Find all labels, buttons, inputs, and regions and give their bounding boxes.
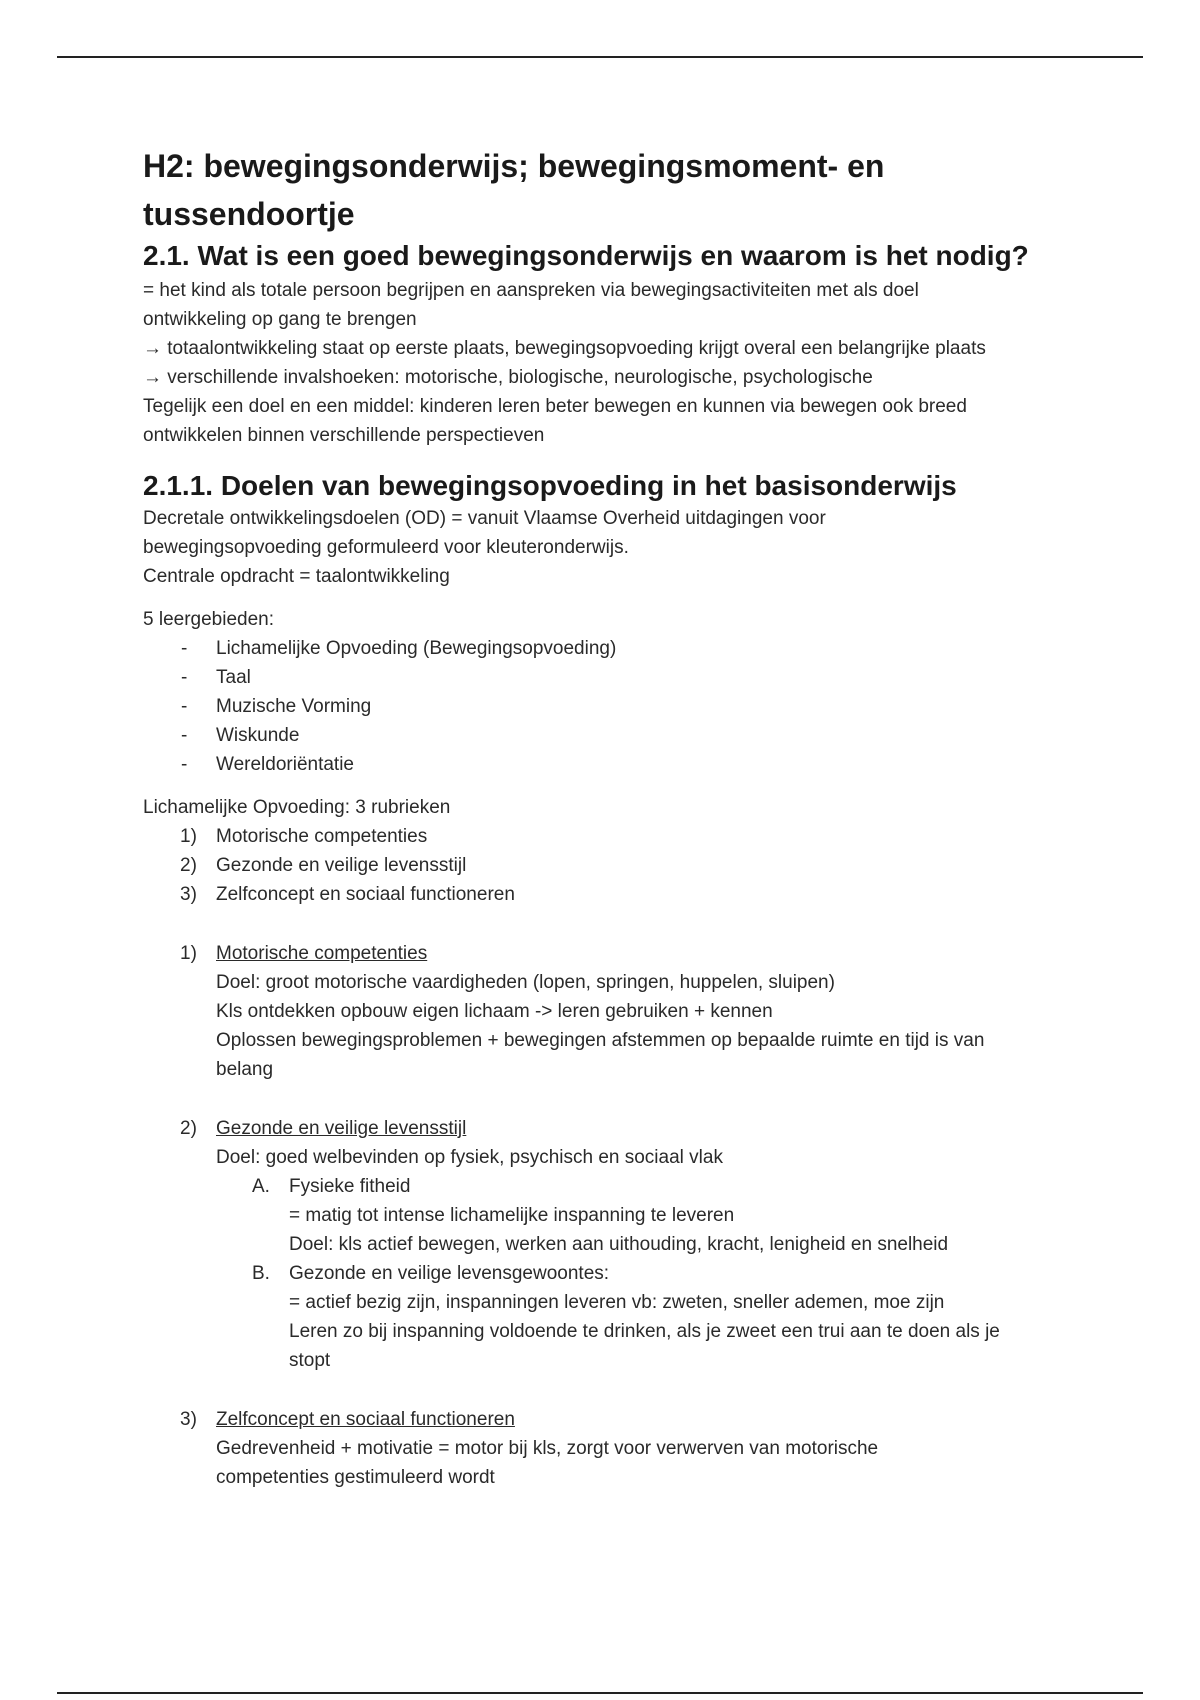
document-page [143,142,1063,1492]
paragraph-line: ontwikkelen binnen verschillende perspectieven [143,425,545,446]
paragraph-line: Tegelijk een doel en een middel: kinderen leren beter bewegen en kunnen via bewegen ook breed [143,396,967,417]
paragraph-line: Centrale opdracht = taalontwikkeling [143,566,450,587]
rubric-title: Zelfconcept en sociaal functioneren [216,1409,515,1430]
list-item: 1) Motorische competenties [180,826,428,847]
paragraph-line: → totaalontwikkeling staat op eerste plaats, bewegingsopvoeding krijgt overal een belangrijke plaats [143,338,986,359]
chapter-title-line2: tussendoortje [143,196,355,232]
section-2-1-heading: 2.1. Wat is een goed bewegingsonderwijs en waarom is het nodig? [143,240,1029,271]
list-item: - Muzische Vorming [181,696,372,717]
subrubric-list [216,1172,1063,1375]
section-2-1-1-heading: 2.1.1. Doelen van bewegingsopvoeding in het basisonderwijs [143,470,957,501]
list-item: - Taal [181,667,251,688]
list-item: 3) Zelfconcept en sociaal functioneren [180,884,515,905]
paragraph-line: → verschillende invalshoeken: motorische, biologische, neurologische, psychologische [143,367,873,388]
chapter-title-line1: H2: bewegingsonderwijs; bewegingsmoment- en [143,148,885,184]
list-item: - Lichamelijke Opvoeding (Bewegingsopvoeding) [181,638,617,659]
rubric-title: Gezonde en veilige levensstijl [216,1118,467,1139]
rubric-detail-2 [143,1114,1063,1375]
paragraph-line: ontwikkeling op gang te brengen [143,309,417,330]
list-item: 1) Motorische competenties Doel: groot motorische vaardigheden (lopen, springen, huppelen, sluipen) Kls ontdekken opbouw eigen lichaam -> leren gebruiken + kennen Oplossen bewegingsproblemen + bewegingen afstemmen op bepaalde ruimte en tijd is van belang [180,943,985,1080]
paragraph-line: bewegingsopvoeding geformuleerd voor kleuteronderwijs. [143,537,629,558]
rubric-detail-3 [143,1405,1063,1492]
list-item: 2) Gezonde en veilige levensstijl Doel: goed welbevinden op fysiek, psychisch en sociaal vlak A. Fysieke fitheid = matig tot intense lichamelijke inspanning te leveren Doel: kls actief bewegen, werken aan uithouding, kracht, lenigheid en snelheid B. Gezonde en veilige levensgewoontes: = actief bezig zijn, inspanningen leveren vb: zweten, sneller ademen, moe zijn Leren zo bij inspanning voldoende te drinken, als je zweet een trui aan te doen als je stopt [143,1114,1063,1375]
chapter-title [143,142,1063,238]
paragraph-line: = het kind als totale persoon begrijpen en aanspreken via bewegingsactiviteiten met als doel [143,280,919,301]
list-item: - Wiskunde [181,725,300,746]
paragraph-line: Decretale ontwikkelingsdoelen (OD) = vanuit Vlaamse Overheid uitdagingen voor [143,508,826,529]
rubrics-intro: Lichamelijke Opvoeding: 3 rubrieken [143,797,451,818]
header-rule [57,56,1143,58]
rubrics-list [143,822,1063,909]
footer-rule [57,1692,1143,1694]
list-item: B. Gezonde en veilige levensgewoontes: = actief bezig zijn, inspanningen leveren vb: zweten, sneller ademen, moe zijn Leren zo bij inspanning voldoende te drinken, als je zweet een trui aan te doen als je stopt [252,1263,1000,1371]
list-item: 3) Zelfconcept en sociaal functioneren Gedrevenheid + motivatie = motor bij kls, zorgt voor verwerven van motorische competenties gestimuleerd wordt [180,1409,879,1488]
list-item: A. Fysieke fitheid = matig tot intense lichamelijke inspanning te leveren Doel: kls actief bewegen, werken aan uithouding, kracht, lenigheid en snelheid [252,1176,949,1255]
section-2-1-body [143,276,1063,450]
list-item: - Wereldoriëntatie [181,754,355,775]
rubric-title: Motorische competenties [216,943,428,964]
areas-intro: 5 leergebieden: [143,609,274,630]
learning-areas-list [143,634,1063,779]
rubric-detail-1 [143,939,1063,1084]
section-2-1-1-body [143,504,1063,1492]
list-item: 2) Gezonde en veilige levensstijl [180,855,467,876]
